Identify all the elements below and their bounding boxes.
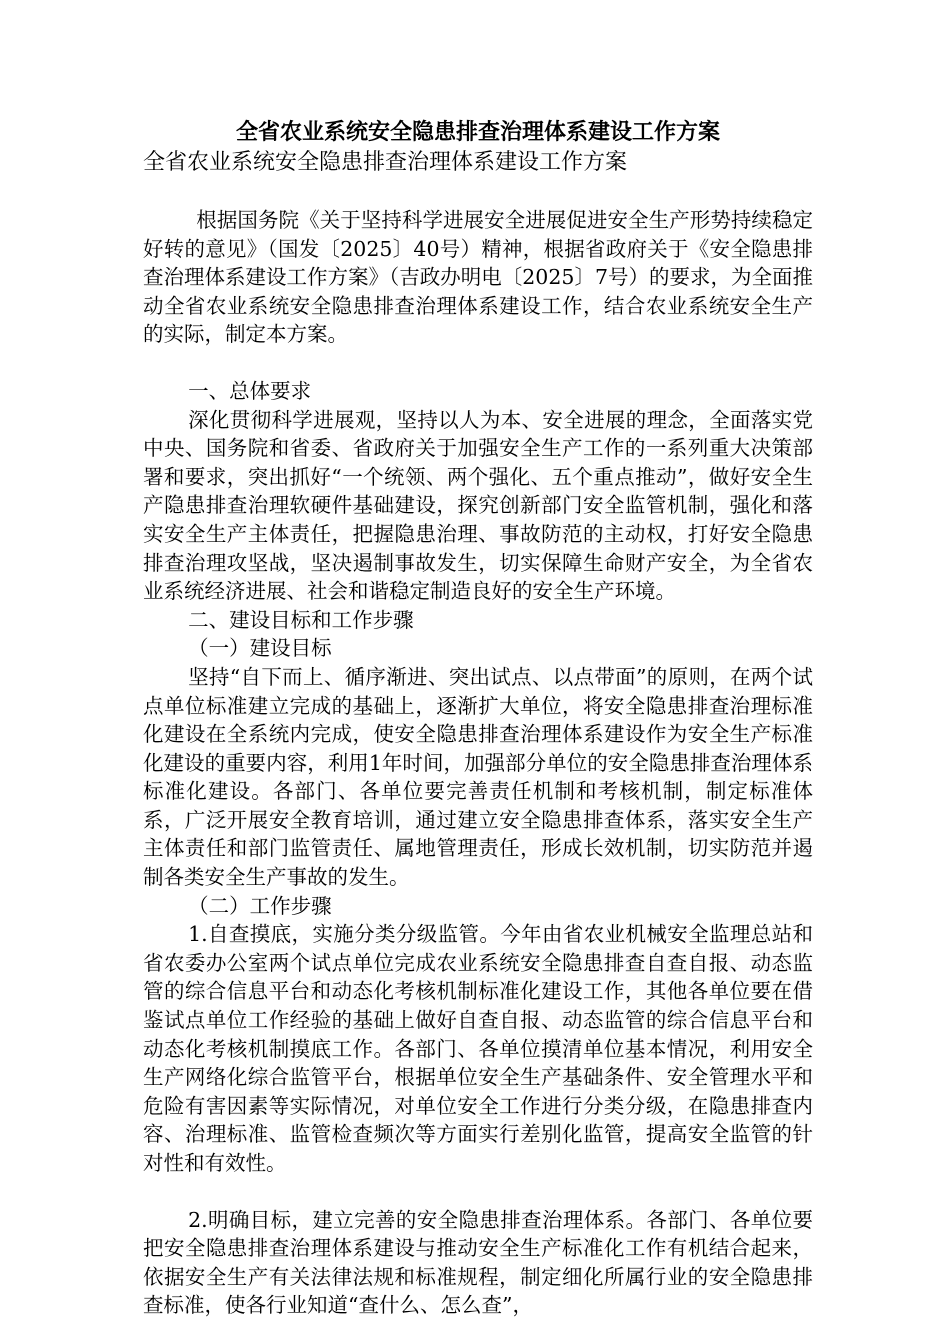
section-body-general-requirements: 深化贯彻科学进展观，坚持以人为本、安全进展的理念，全面落实党中央、国务院和省委、省政府关于加强安全生产工作的一系列重大决策部署和要求，突出抓好“一个统领、两个强化、五个重点推动”，做好安全生产隐患排查治理软硬件基础建设，探究创新部门安全监管机制，强化和落实安全生产主体责任，把握隐患治理、事故防范的主动权，打好安全隐患排查治理攻坚战，坚决遏制事故发生，切实保障生命财产安全，为全省农业系统经济进展、社会和谐稳定制造良好的安全生产环境。 bbox=[143, 407, 813, 604]
subsection-heading-steps: （二）工作步骤 bbox=[188, 893, 332, 918]
blank-line bbox=[143, 1178, 813, 1206]
subsection-heading-goals: （一）建设目标 bbox=[188, 636, 332, 661]
document-subtitle: 全省农业系统安全隐患排查治理体系建设工作方案 bbox=[143, 150, 628, 175]
document-title: 全省农业系统安全隐患排查治理体系建设工作方案 bbox=[235, 120, 720, 145]
step-1-paragraph: 1.自查摸底，实施分类分级监管。今年由省农业机械安全监理总站和省农委办公室两个试点单位完成农业系统安全隐患排查自查自报、动态监管的综合信息平台和动态化考核机制标准化建设工作，其他各单位要在借鉴试点单位工作经验的基础上做好自查自报、动态监管的综合信息平台和动态化考核机制摸底工作。各部门、各单位摸清单位基本情况，利用安全生产网络化综合监管平台，根据单位安全生产基础条件、安全管理水平和危险有害因素等实际情况，对单位安全工作进行分类分级，在隐患排查内容、治理标准、监管检查频次等方面实行差别化监管，提高安全监管的针对性和有效性。 bbox=[143, 922, 813, 1175]
step-2-paragraph: 2.明确目标，建立完善的安全隐患排查治理体系。各部门、各单位要把安全隐患排查治理体系建设与推动安全生产标准化工作有机结合起来，依据安全生产有关法律法规和标准规程，制定细化所属行业的安全隐患排查标准，使各行业知道“查什么、怎么查”， bbox=[143, 1207, 813, 1318]
subsection-body-goals: 坚持“自下而上、循序渐进、突出试点、以点带面”的原则，在两个试点单位标准建立完成的基础上，逐渐扩大单位，将安全隐患排查治理标准化建设在全系统内完成，使安全隐患排查治理体系建设作为安全生产标准化建设的重要内容，利用1年时间，加强部分单位的安全隐患排查治理体系标准化建设。各部门、各单位要完善责任机制和考核机制，制定标准体系，广泛开展安全教育培训，通过建立安全隐患排查体系，落实安全生产主体责任和部门监管责任、属地管理责任，形成长效机制，切实防范并遏制各类安全生产事故的发生。 bbox=[143, 664, 813, 890]
blank-line bbox=[143, 178, 813, 206]
blank-line bbox=[143, 349, 813, 377]
document-page bbox=[143, 118, 813, 1320]
section-heading-goals-and-steps: 二、建设目标和工作步骤 bbox=[188, 607, 414, 632]
section-heading-general-requirements: 一、总体要求 bbox=[188, 378, 312, 403]
intro-paragraph: 根据国务院《关于坚持科学进展安全进展促进安全生产形势持续稳定好转的意见》（国发〔2025〕40号）精神，根据省政府关于《安全隐患排查治理体系建设工作方案》（吉政办明电〔2025〕7号）的要求，为全面推动全省农业系统安全隐患排查治理体系建设工作，结合农业系统安全生产的实际，制定本方案。 bbox=[143, 208, 813, 347]
